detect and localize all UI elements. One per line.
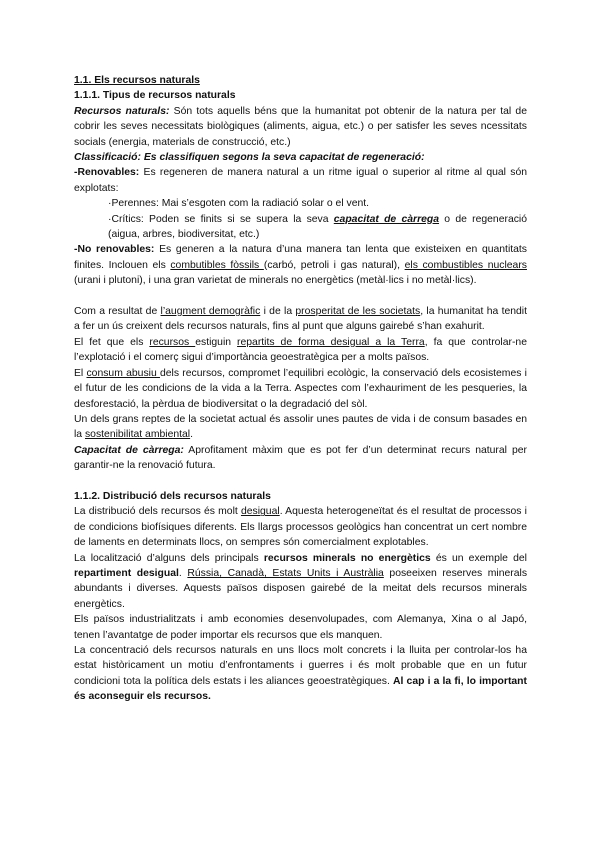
text-run: .: [190, 429, 193, 441]
definition-text: Són tots aquells béns que la humanitat pot obtenir de la natura per tal de cobrir les seves necessitats biològiques (aliments, aigua, etc.) o per satisfer les seves ncessitats socials (energia, materials de construcció, etc.): [74, 105, 527, 148]
text-run: .: [178, 567, 188, 579]
underlined-term: l’augment demogràfic: [160, 306, 261, 318]
subsection-title-distribution: 1.1.2. Distribució dels recursos naturals: [74, 490, 271, 502]
text-run: Com a resultat de: [74, 306, 161, 318]
nonrenewables-paragraph: [74, 242, 527, 288]
paragraph-distribution: [74, 335, 527, 366]
capacity-term: Capacitat de càrrega:: [74, 444, 184, 456]
text-run: El fet que els: [74, 336, 150, 348]
nonrenewables-text-b: (carbó, petroli i gas natural),: [263, 259, 405, 271]
paragraph-unequal: [74, 504, 527, 550]
text-run: estiguin: [195, 336, 238, 348]
subsection-title-types: 1.1.1. Tipus de recursos naturals: [74, 90, 236, 102]
text-run: és un exemple del: [430, 552, 527, 564]
text-run: , fa que controlar-ne l’explotació i el comerç sigui d’importància geoestratègica per a molts països.: [74, 336, 527, 364]
paragraph-minerals: [74, 551, 527, 613]
nonrenewables-label: -No renovables:: [74, 244, 155, 256]
perennes-item: ·Perennes: Mai s’esgoten com la radiació solar o el vent.: [108, 198, 370, 210]
text-run: Un dels grans reptes de la societat actual és assolir unes pautes de vida i de consum basades en la: [74, 413, 527, 441]
text-run: Aprofitament màxim que es pot fer d’un determinat recurs natural per garantir-ne la renovació futura.: [74, 444, 527, 472]
text-run: i de la: [260, 306, 296, 318]
fossil-fuels-term: combutibles fòssils: [170, 259, 264, 271]
document-body: [74, 73, 527, 705]
renewables-paragraph: [74, 165, 527, 196]
paragraph-sustainability: [74, 412, 527, 443]
underlined-term: repartits de forma desigual a la Terra: [237, 336, 425, 348]
text-run: poseeixen reserves minerals abundants i diverses. Aquests països disposen gairebé de la meitat dels recursos minerals energètics.: [74, 567, 528, 610]
underlined-term: prosperitat de les societats: [295, 306, 421, 318]
bold-term: recursos minerals no energètics: [263, 552, 431, 564]
critics-item: [74, 212, 527, 243]
bold-term: repartiment desigual: [74, 567, 179, 579]
text-run: La concentració dels recursos naturals en uns llocs molt concrets i la lluita per controlar-los ha estat històricament un motiu d’enfrontaments i guerres i és molt probable que en un futur condicioni tota la política dels estats i les aliances geoestratègiques.: [74, 645, 527, 687]
nonrenewables-text-a: Es generen a la natura d’una manera tan lenta que existeixen en quantitats finites. Inclouen els: [74, 244, 527, 271]
paragraph-conflicts: [74, 643, 527, 705]
underlined-term: desigual: [240, 506, 280, 518]
text-run: El: [74, 367, 87, 379]
text-run: , la humanitat ha tendit a fer un ús creixent dels recursos naturals, fins al punt que alguns gairebé s’han exahurit.: [74, 306, 527, 333]
paragraph-spacer: [74, 289, 527, 304]
critics-text-b: o de regeneració (aigua, arbres, biodiversitat, etc.): [108, 213, 528, 241]
definition-term: Recursos naturals:: [74, 105, 170, 117]
nuclear-fuels-term: els combustibles nuclears: [404, 259, 527, 271]
underlined-term: sostenibilitat ambiental: [84, 429, 191, 441]
text-run: La localització d’alguns dels principals: [74, 552, 264, 564]
paragraph-growth: [74, 304, 527, 335]
section-title: 1.1. Els recursos naturals: [74, 75, 200, 86]
text-run: . Aquesta heterogeneïtat és el resultat de processos i de condicions biofísiques diferents. Els llargs processos geològics han concentrat un cert nombre de laments en determinats llocs, on sempres són comercialment explotables.: [74, 506, 527, 549]
bold-conclusion: Al cap i a la fi, lo important és aconseguir els recursos.: [74, 675, 527, 703]
critics-link: capacitat de càrrega: [333, 213, 440, 225]
text-run: dels recursos, compromet l’equilibri ecològic, la conservació dels ecosistemes i el futur de les condicions de la vida a la Terra. Aspectes com l’exhauriment de les pesqueries, la desforestació, la pèrdua de biodiversitat o la degradació del sòl.: [74, 367, 527, 410]
paragraph-industrialized: Els països industrialitzats i amb economies desenvolupades, com Alemanya, Xina o al Japó, tenen l’avantatge de poder importar els recursos que els manquen.: [74, 614, 527, 641]
renewables-text: Es regeneren de manera natural a un ritme igual o superior al ritme al qual són explotats:: [74, 167, 527, 194]
paragraph-spacer: [74, 474, 527, 489]
paragraph-abuse: [74, 366, 527, 412]
underlined-term: consum abusiu: [86, 367, 160, 379]
classification-heading: Classificació: Es classifiquen segons la seva capacitat de regeneració:: [74, 152, 425, 164]
underlined-term: Rússia, Canadà, Estats Units i Austràlia: [187, 567, 384, 579]
nonrenewables-text-c: (urani i plutoni), i una gran varietat de minerals no energètics (metàl·lics i no metàl·lics).: [74, 275, 477, 287]
paragraph-capacity: [74, 443, 527, 474]
critics-text-a: ·Crítics: Poden se finits si se supera la seva: [108, 213, 334, 225]
underlined-term: recursos: [149, 336, 196, 348]
renewables-label: -Renovables:: [74, 167, 140, 179]
definition-paragraph: [74, 104, 527, 150]
text-run: La distribució dels recursos és molt: [74, 506, 241, 518]
